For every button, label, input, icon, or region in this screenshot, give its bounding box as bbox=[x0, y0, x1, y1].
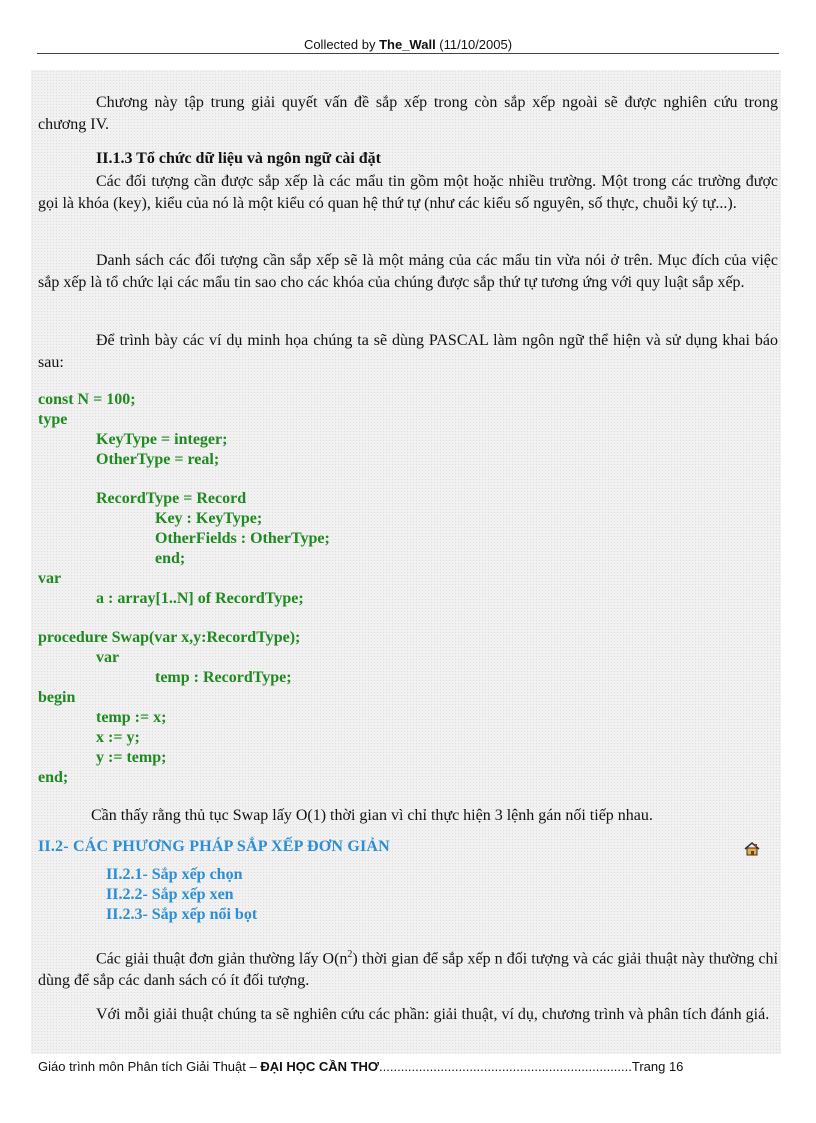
code-line: temp := x; bbox=[96, 709, 167, 726]
code-line: var bbox=[38, 570, 62, 587]
header-rule bbox=[37, 53, 779, 54]
paragraph-simple-algorithms: Các giải thuật đơn giản thường lấy $O(n^2)$ thời gian để sắp xếp n đối tượng và các giải thuật này thường chỉ dùng để sắp các danh sách có ít đối tượng. bbox=[38, 949, 778, 989]
page-number: Trang 16 bbox=[631, 1059, 684, 1074]
code-line: temp : RecordType; bbox=[155, 669, 292, 686]
toc-link-insertion-sort[interactable]: II.2.2- Sắp xếp xen bbox=[106, 886, 234, 903]
paragraph-swap: Cần thấy rằng thủ tục Swap lấy O(1) thời gian vì chỉ thực hiện 3 lệnh gán nối tiếp nhau. bbox=[91, 807, 653, 824]
paragraph-intro: Chương này tập trung giải quyết vấn đề sắp xếp trong còn sắp xếp ngoài sẽ được nghiên cứu trong chương IV. bbox=[38, 94, 778, 133]
code-line: end; bbox=[155, 550, 186, 567]
code-line: var bbox=[96, 649, 120, 666]
code-line: y := temp; bbox=[96, 749, 167, 766]
page-header bbox=[0, 37, 816, 52]
paragraph-objects: Các đối tượng cần được sắp xếp là các mẩu tin gồm một hoặc nhiều trường. Một trong các trường được gọi là khóa (key), kiểu của nó là một kiểu có quan hệ thứ tự (như các kiểu số nguyên, số thực, chuỗi ký tự...). bbox=[38, 173, 778, 212]
code-line: type bbox=[38, 411, 68, 428]
code-line: end; bbox=[38, 769, 69, 786]
code-line: begin bbox=[38, 689, 76, 706]
code-line: x := y; bbox=[96, 729, 140, 746]
code-line: a : array[1..N] of RecordType; bbox=[96, 590, 304, 607]
code-line: const N = 100; bbox=[38, 391, 136, 408]
code-line: procedure Swap(var x,y:RecordType); bbox=[38, 629, 301, 646]
code-line: KeyType = integer; bbox=[96, 431, 228, 448]
paragraph-study-parts: Với mỗi giải thuật chúng ta sẽ nghiên cứu các phần: giải thuật, ví dụ, chương trình và phân tích đánh giá. bbox=[96, 1006, 770, 1023]
subsection-title: II.1.3 Tổ chức dữ liệu và ngôn ngữ cài đặt bbox=[96, 150, 381, 167]
code-line: OtherFields : OtherType; bbox=[155, 530, 330, 547]
code-line: Key : KeyType; bbox=[155, 510, 263, 527]
header-prefix: Collected by bbox=[303, 37, 380, 52]
toc-link-selection-sort[interactable]: II.2.1- Sắp xếp chọn bbox=[106, 866, 243, 883]
code-line: OtherType = real; bbox=[96, 451, 220, 468]
toc-link-bubble-sort[interactable]: II.2.3- Sắp xếp nổi bọt bbox=[106, 906, 258, 923]
paragraph-list: Danh sách các đối tượng cần sắp xếp sẽ là một mảng của các mẩu tin vừa nói ở trên. Mục đích của việc sắp xếp là tổ chức lại các mẩu tin sao cho các khóa của chúng được sắp thứ tự tương ứng với quy luật sắp xếp. bbox=[38, 252, 778, 291]
paragraph-pascal: Để trình bày các ví dụ minh họa chúng ta sẽ dùng PASCAL làm ngôn ngữ thể hiện và sử dụng khai báo sau: bbox=[38, 332, 778, 371]
header-date: (11/10/2005) bbox=[435, 37, 513, 52]
page-footer: Giáo trình môn Phân tích Giải Thuật – ĐẠI HỌC CẦN THƠ......................................................................Trang 16 bbox=[38, 1059, 684, 1074]
code-line: RecordType = Record bbox=[96, 490, 247, 507]
home-icon[interactable] bbox=[744, 842, 760, 856]
header-author: The_Wall bbox=[379, 37, 436, 52]
section-title: II.2- CÁC PHƯƠNG PHÁP SẮP XẾP ĐƠN GIẢN bbox=[38, 838, 390, 855]
